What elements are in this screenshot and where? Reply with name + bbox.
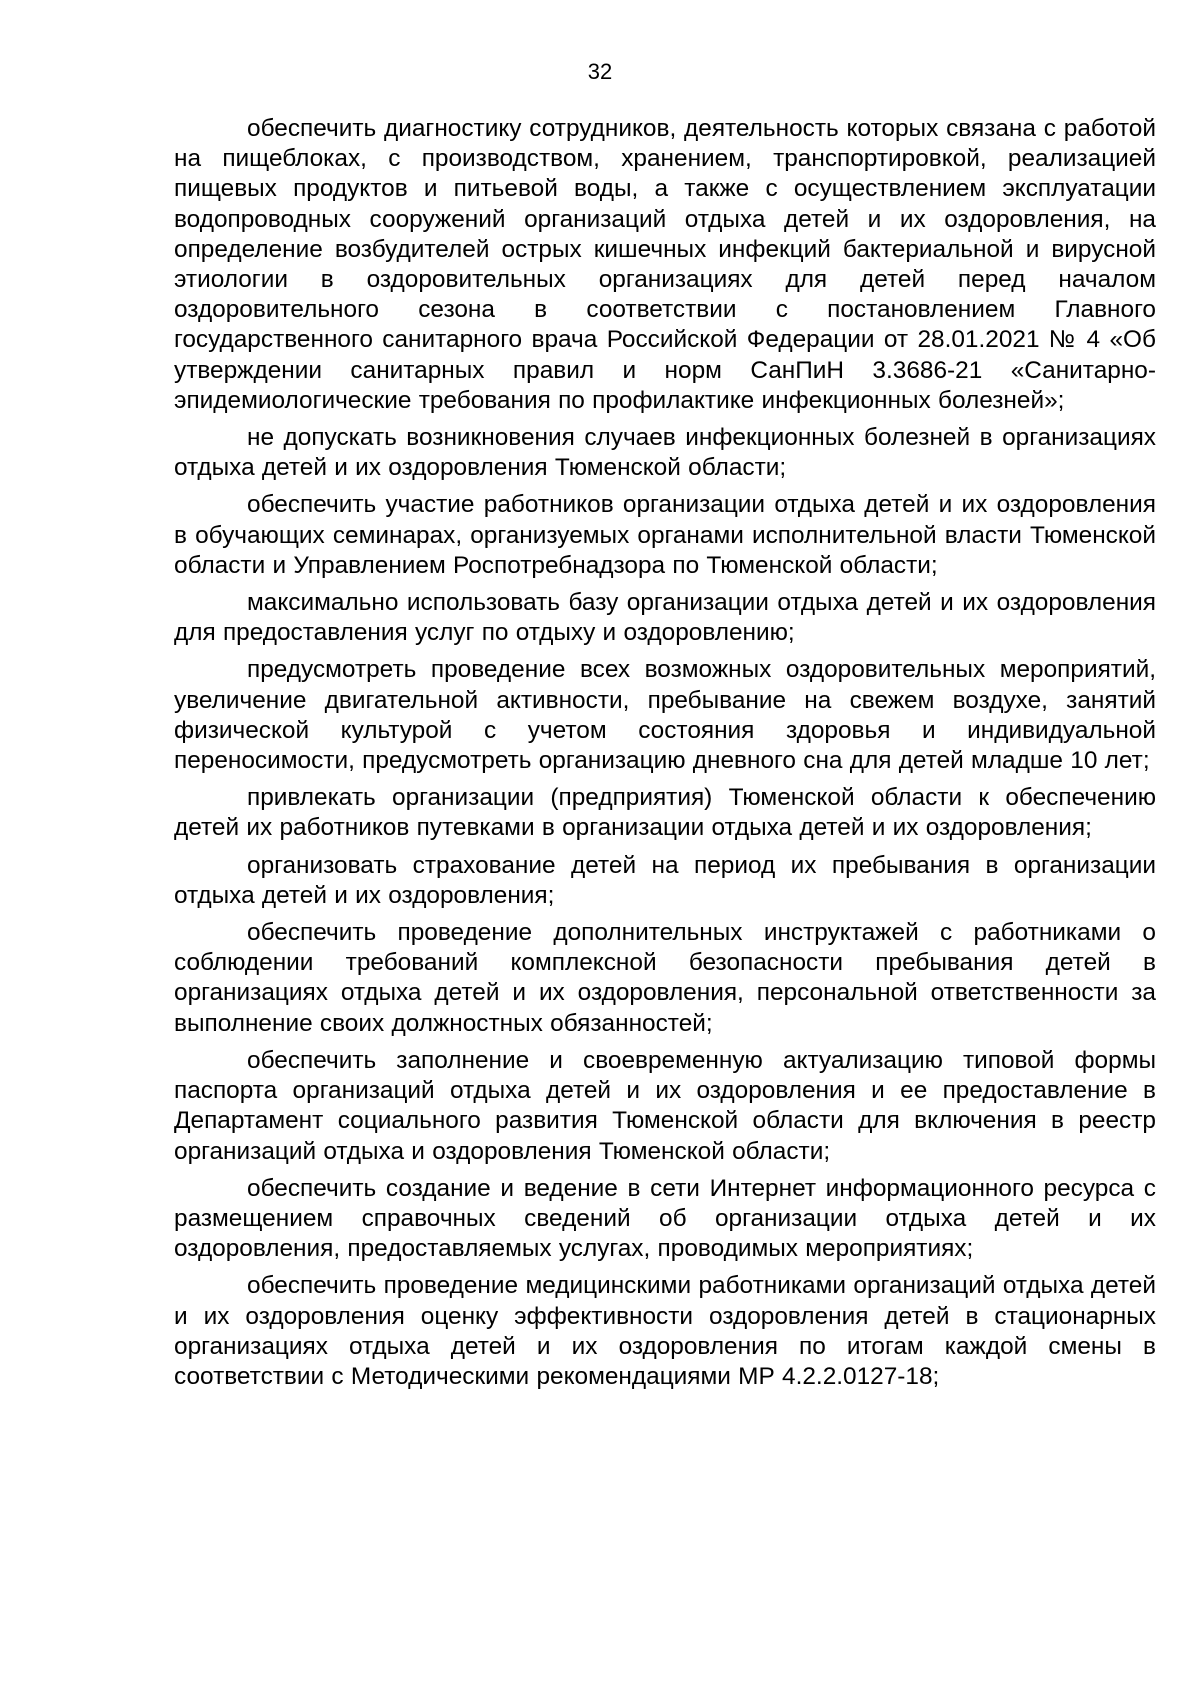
paragraph-infection-prevention: не допускать возникновения случаев инфекционных болезней в организациях отдыха детей и их оздоровления Тюменской области; <box>174 424 1156 482</box>
document-body <box>174 114 1156 1399</box>
paragraph-diagnostics: обеспечить диагностику сотрудников, деятельность которых связана с работой на пищеблоках, с производством, хранением, транспортировкой, реализацией пищевых продуктов и питьевой воды, а также с осуществлением эксплуатации водопроводных сооружений организаций отдыха детей и их оздоровления, на определение возбудителей острых кишечных инфекций бактериальной и вирусной этиологии в оздоровительных организациях для детей перед началом оздоровительного сезона в соответствии с постановлением Главного государственного санитарного врача Российской Федерации от 28.01.2021 № 4 «Об утверждении санитарных правил и норм СанПиН 3.3686-21 «Санитарно-эпидемиологические требования по профилактике инфекционных болезней»; <box>174 115 1156 414</box>
paragraph-internet-resource: обеспечить создание и ведение в сети Интернет информационного ресурса с размещением справочных сведений об организации отдыха детей и их оздоровления, предоставляемых услугах, проводимых мероприятиях; <box>174 1174 1156 1263</box>
paragraph-insurance: организовать страхование детей на период их пребывания в организации отдыха детей и их оздоровления; <box>174 851 1156 909</box>
paragraph-efficiency-evaluation: обеспечить проведение медицинскими работниками организаций отдыха детей и их оздоровления оценку эффективности оздоровления детей в стационарных организациях отдыха детей и их оздоровления по итогам каждой смены в соответствии с Методическими рекомендациями МР 4.2.2.0127-18; <box>174 1272 1156 1390</box>
paragraph-seminars: обеспечить участие работников организации отдыха детей и их оздоровления в обучающих семинарах, организуемых органами исполнительной власти Тюменской области и Управлением Роспотребнадзора по Тюменской области; <box>174 491 1156 579</box>
page-number: 32 <box>587 59 613 84</box>
paragraph-health-activities: предусмотреть проведение всех возможных оздоровительных мероприятий, увеличение двигательной активности, пребывание на свежем воздухе, занятий физической культурой с учетом состояния здоровья и индивидуальной переносимости, предусмотреть организацию дневного сна для детей младше 10 лет; <box>174 656 1156 775</box>
paragraph-enterprise-vouchers: привлекать организации (предприятия) Тюменской области к обеспечению детей их работников путевками в организации отдыха детей и их оздоровления; <box>174 784 1156 842</box>
paragraph-use-base: максимально использовать базу организации отдыха детей и их оздоровления для предоставления услуг по отдыху и оздоровлению; <box>174 589 1156 647</box>
paragraph-safety-briefings: обеспечить проведение дополнительных инструктажей с работниками о соблюдении требований комплексной безопасности пребывания детей в организациях отдыха детей и их оздоровления, персональной ответственности за выполнение своих должностных обязанностей; <box>174 919 1156 1037</box>
paragraph-passport-update: обеспечить заполнение и своевременную актуализацию типовой формы паспорта организаций отдыха детей и их оздоровления и ее предоставление в Департамент социального развития Тюменской области для включения в реестр организаций отдыха и оздоровления Тюменской области; <box>174 1046 1156 1165</box>
